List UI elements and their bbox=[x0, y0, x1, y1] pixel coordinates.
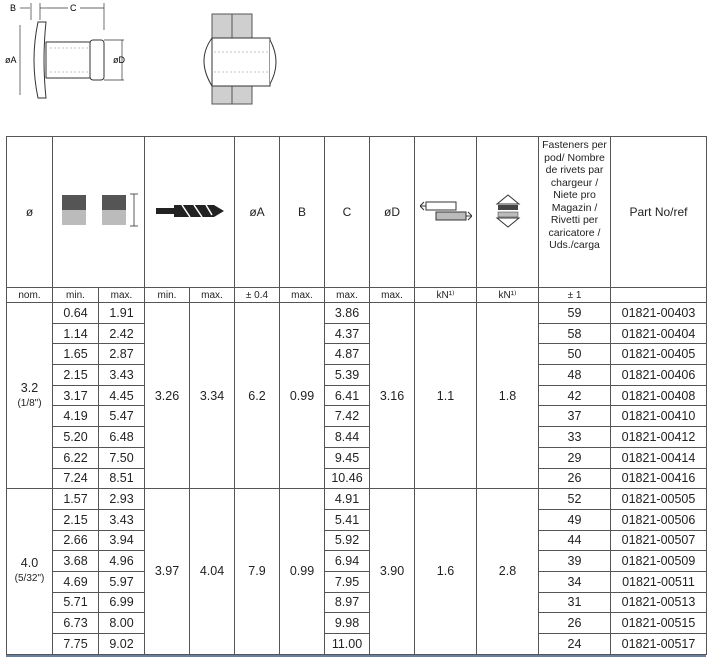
part-number: 01821-00506 bbox=[611, 509, 707, 530]
fasteners-per-pod: 58 bbox=[539, 323, 611, 344]
length-c: 5.39 bbox=[325, 365, 370, 386]
header-diameter: ø bbox=[7, 137, 53, 288]
table-row bbox=[7, 509, 707, 530]
length-c: 8.44 bbox=[325, 427, 370, 448]
dim-c-label: C bbox=[70, 3, 77, 13]
part-number: 01821-00404 bbox=[611, 323, 707, 344]
table-row bbox=[7, 530, 707, 551]
fasteners-per-pod: 39 bbox=[539, 551, 611, 572]
part-number: 01821-00511 bbox=[611, 571, 707, 592]
grip-max: 7.50 bbox=[99, 447, 145, 468]
grip-max: 9.02 bbox=[99, 634, 145, 655]
diameter-d: 3.16 bbox=[370, 303, 415, 489]
hole-min: 3.97 bbox=[145, 489, 190, 655]
header-shear-unit: kN¹⁾ bbox=[415, 288, 477, 303]
table-row bbox=[7, 592, 707, 613]
header-a: øA bbox=[235, 137, 280, 288]
header-part: Part No/ref bbox=[611, 137, 707, 288]
hole-max: 3.34 bbox=[190, 303, 235, 489]
table-row bbox=[7, 489, 707, 510]
length-c: 4.37 bbox=[325, 323, 370, 344]
fasteners-per-pod: 33 bbox=[539, 427, 611, 448]
header-c-max: max. bbox=[325, 288, 370, 303]
table-row bbox=[7, 406, 707, 427]
dim-a-label: øA bbox=[5, 55, 17, 65]
fasteners-per-pod: 26 bbox=[539, 613, 611, 634]
header-fasteners-tol: ± 1 bbox=[539, 288, 611, 303]
table-row bbox=[7, 571, 707, 592]
length-c: 7.42 bbox=[325, 406, 370, 427]
part-number: 01821-00515 bbox=[611, 613, 707, 634]
part-number: 01821-00410 bbox=[611, 406, 707, 427]
shear-strength: 1.6 bbox=[415, 489, 477, 655]
head-diameter-a: 6.2 bbox=[235, 303, 280, 489]
length-c: 5.41 bbox=[325, 509, 370, 530]
length-c: 5.92 bbox=[325, 530, 370, 551]
part-number: 01821-00412 bbox=[611, 427, 707, 448]
fasteners-per-pod: 29 bbox=[539, 447, 611, 468]
grip-max: 3.43 bbox=[99, 509, 145, 530]
grip-max: 2.42 bbox=[99, 323, 145, 344]
table-row bbox=[7, 303, 707, 324]
part-number: 01821-00408 bbox=[611, 385, 707, 406]
header-c: C bbox=[325, 137, 370, 288]
length-c: 6.94 bbox=[325, 551, 370, 572]
header-tensile bbox=[477, 137, 539, 288]
part-number: 01821-00513 bbox=[611, 592, 707, 613]
length-c: 8.97 bbox=[325, 592, 370, 613]
shear-icon bbox=[420, 198, 472, 224]
nominal-diameter: 4.0 bbox=[20, 556, 39, 571]
fasteners-per-pod: 31 bbox=[539, 592, 611, 613]
fasteners-per-pod: 42 bbox=[539, 385, 611, 406]
grip-min: 7.24 bbox=[53, 468, 99, 489]
grip-min: 4.69 bbox=[53, 571, 99, 592]
fasteners-per-pod: 52 bbox=[539, 489, 611, 510]
header-d: øD bbox=[370, 137, 415, 288]
part-number: 01821-00414 bbox=[611, 447, 707, 468]
table-row bbox=[7, 551, 707, 572]
grip-min: 3.68 bbox=[53, 551, 99, 572]
grip-min: 2.15 bbox=[53, 509, 99, 530]
bottom-rule bbox=[6, 655, 706, 657]
header-d-max: max. bbox=[370, 288, 415, 303]
grip-max: 6.48 bbox=[99, 427, 145, 448]
table-row bbox=[7, 365, 707, 386]
nominal-diameter-cell bbox=[7, 489, 53, 655]
header-b-max: max. bbox=[280, 288, 325, 303]
table-row bbox=[7, 447, 707, 468]
length-c: 9.98 bbox=[325, 613, 370, 634]
grip-min: 5.20 bbox=[53, 427, 99, 448]
header-hole-max: max. bbox=[190, 288, 235, 303]
table-row bbox=[7, 344, 707, 365]
head-height-b: 0.99 bbox=[280, 489, 325, 655]
header-fasteners: Fasteners per pod/ Nombre de rivets par chargeur / Niete pro Magazin / Rivetti per caricatore / Uds./carga bbox=[539, 137, 611, 288]
length-c: 9.45 bbox=[325, 447, 370, 468]
header-grip-min: min. bbox=[53, 288, 99, 303]
fasteners-per-pod: 24 bbox=[539, 634, 611, 655]
fasteners-per-pod: 26 bbox=[539, 468, 611, 489]
nominal-diameter-cell bbox=[7, 303, 53, 489]
grip-max: 4.45 bbox=[99, 385, 145, 406]
grip-min: 7.75 bbox=[53, 634, 99, 655]
length-c: 4.87 bbox=[325, 344, 370, 365]
length-c: 10.46 bbox=[325, 468, 370, 489]
part-number: 01821-00507 bbox=[611, 530, 707, 551]
length-c: 7.95 bbox=[325, 571, 370, 592]
tensile-strength: 2.8 bbox=[477, 489, 539, 655]
grip-max: 2.93 bbox=[99, 489, 145, 510]
part-number: 01821-00405 bbox=[611, 344, 707, 365]
header-b: B bbox=[280, 137, 325, 288]
length-c: 11.00 bbox=[325, 634, 370, 655]
tensile-strength: 1.8 bbox=[477, 303, 539, 489]
header-nom: nom. bbox=[7, 288, 53, 303]
fasteners-per-pod: 34 bbox=[539, 571, 611, 592]
grip-min: 3.17 bbox=[53, 385, 99, 406]
grip-min: 2.15 bbox=[53, 365, 99, 386]
grip-max: 5.97 bbox=[99, 571, 145, 592]
length-c: 4.91 bbox=[325, 489, 370, 510]
grip-max: 8.00 bbox=[99, 613, 145, 634]
fasteners-per-pod: 37 bbox=[539, 406, 611, 427]
length-c: 6.41 bbox=[325, 385, 370, 406]
grip-max: 3.94 bbox=[99, 530, 145, 551]
part-number: 01821-00517 bbox=[611, 634, 707, 655]
rivet-spec-table bbox=[6, 136, 707, 655]
grip-range-icon bbox=[56, 191, 142, 231]
nominal-diameter: 3.2 bbox=[20, 380, 39, 395]
grip-min: 6.73 bbox=[53, 613, 99, 634]
grip-min: 4.19 bbox=[53, 406, 99, 427]
head-diameter-a: 7.9 bbox=[235, 489, 280, 655]
header-hole-size bbox=[145, 137, 235, 288]
grip-min: 1.14 bbox=[53, 323, 99, 344]
part-number: 01821-00406 bbox=[611, 365, 707, 386]
dim-d-label: øD bbox=[113, 55, 125, 65]
fasteners-per-pod: 48 bbox=[539, 365, 611, 386]
grip-max: 4.96 bbox=[99, 551, 145, 572]
dim-b-label: B bbox=[10, 3, 17, 13]
table-row bbox=[7, 634, 707, 655]
grip-min: 1.65 bbox=[53, 344, 99, 365]
table-row bbox=[7, 385, 707, 406]
rivet-diagram bbox=[0, 0, 714, 130]
table-row bbox=[7, 427, 707, 448]
grip-max: 2.87 bbox=[99, 344, 145, 365]
header-hole-min: min. bbox=[145, 288, 190, 303]
installed-rivet-drawing bbox=[204, 14, 276, 104]
length-c: 3.86 bbox=[325, 303, 370, 324]
part-number: 01821-00403 bbox=[611, 303, 707, 324]
grip-max: 8.51 bbox=[99, 468, 145, 489]
grip-max: 3.43 bbox=[99, 365, 145, 386]
table-body bbox=[7, 303, 707, 655]
grip-min: 2.66 bbox=[53, 530, 99, 551]
header-grip-max: max. bbox=[99, 288, 145, 303]
part-number: 01821-00509 bbox=[611, 551, 707, 572]
diameter-d: 3.90 bbox=[370, 489, 415, 655]
table-row bbox=[7, 468, 707, 489]
header-part-blank bbox=[611, 288, 707, 303]
grip-max: 1.91 bbox=[99, 303, 145, 324]
part-number: 01821-00416 bbox=[611, 468, 707, 489]
grip-min: 0.64 bbox=[53, 303, 99, 324]
tensile-icon bbox=[493, 194, 523, 228]
table-row bbox=[7, 613, 707, 634]
header-shear bbox=[415, 137, 477, 288]
grip-max: 6.99 bbox=[99, 592, 145, 613]
table-row bbox=[7, 323, 707, 344]
fasteners-per-pod: 59 bbox=[539, 303, 611, 324]
header-grip-range bbox=[53, 137, 145, 288]
nominal-diameter-inch: (1/8") bbox=[17, 397, 42, 409]
fasteners-per-pod: 49 bbox=[539, 509, 611, 530]
fasteners-per-pod: 50 bbox=[539, 344, 611, 365]
part-number: 01821-00505 bbox=[611, 489, 707, 510]
header-tensile-unit: kN¹⁾ bbox=[477, 288, 539, 303]
grip-max: 5.47 bbox=[99, 406, 145, 427]
grip-min: 5.71 bbox=[53, 592, 99, 613]
hole-max: 4.04 bbox=[190, 489, 235, 655]
drill-bit-icon bbox=[152, 201, 228, 221]
header-a-tol: ± 0.4 bbox=[235, 288, 280, 303]
hole-min: 3.26 bbox=[145, 303, 190, 489]
shear-strength: 1.1 bbox=[415, 303, 477, 489]
fasteners-per-pod: 44 bbox=[539, 530, 611, 551]
head-height-b: 0.99 bbox=[280, 303, 325, 489]
nominal-diameter-inch: (5/32") bbox=[14, 573, 45, 585]
grip-min: 6.22 bbox=[53, 447, 99, 468]
grip-min: 1.57 bbox=[53, 489, 99, 510]
